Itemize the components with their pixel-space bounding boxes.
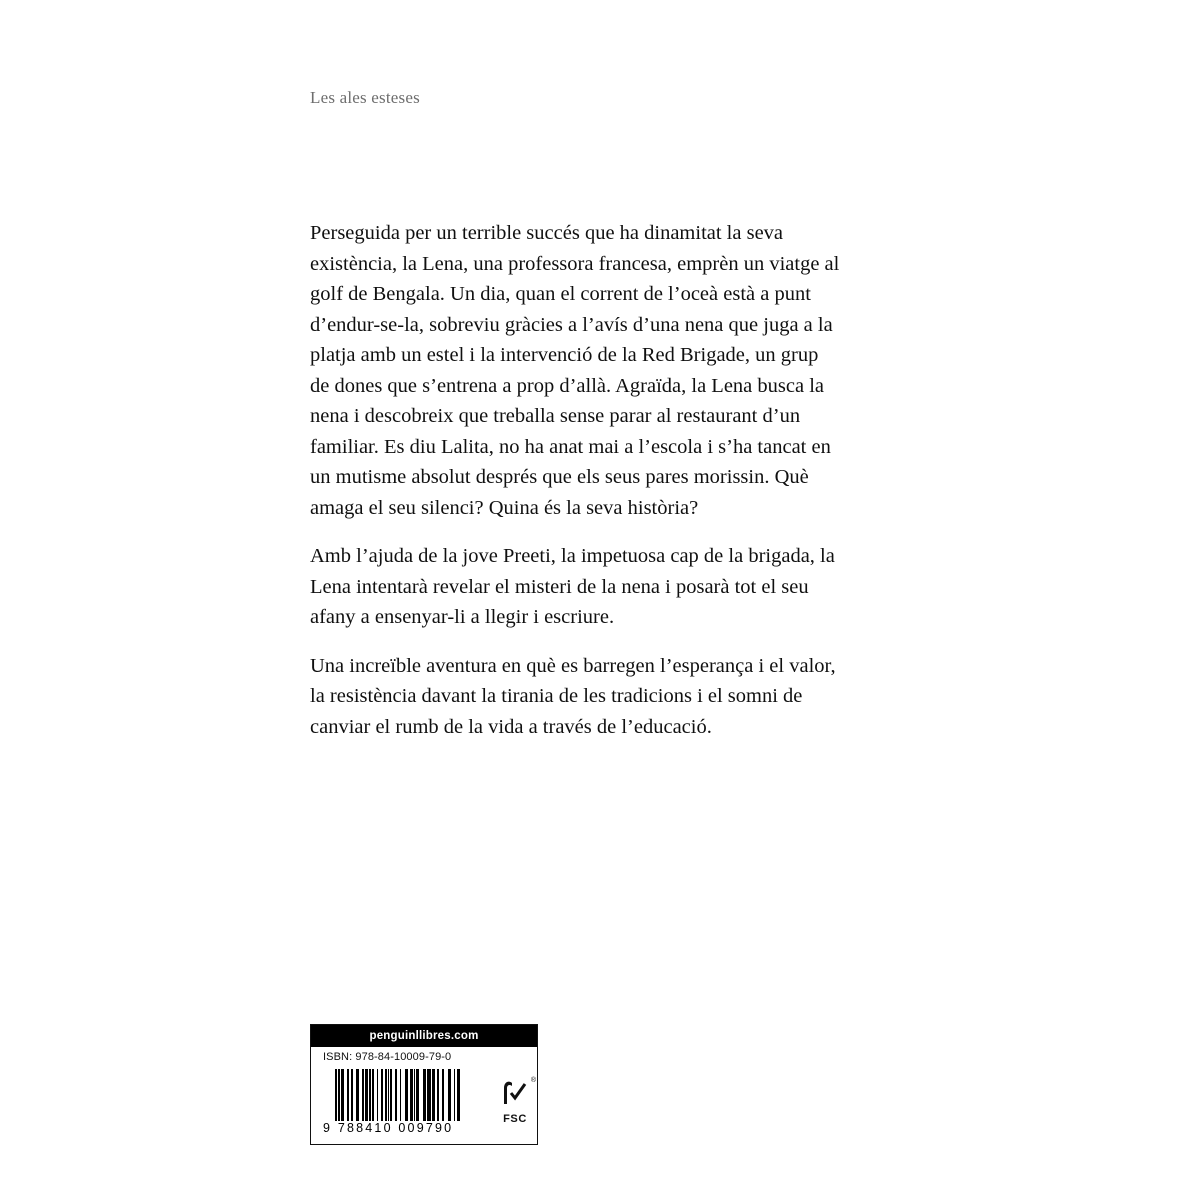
- publisher-website-bar[interactable]: penguinllibres.com: [311, 1025, 537, 1047]
- blurb-paragraph-2: Amb l’ajuda de la jove Preeti, la impetuosa cap de la brigada, la Lena intentarà revelar el misteri de la nena i posarà tot el seu afany a ensenyar-li a llegir i escriure.: [310, 545, 835, 628]
- fsc-logo: [493, 1077, 537, 1135]
- blurb-paragraph-3: Una increïble aventura en què es barregen l’esperança i el valor, la resistència davant la tirania de les tradicions i el somni de canviar el rumb de la vida a través de l’educació.: [310, 654, 836, 738]
- running-title: Les ales esteses: [310, 88, 420, 107]
- barcode-footer-block: [310, 1024, 538, 1145]
- barcode: [323, 1069, 473, 1143]
- registered-mark: ®: [530, 1077, 536, 1084]
- barcode-digits: 9 788410 009790: [323, 1121, 454, 1135]
- barcode-icon: [335, 1069, 461, 1121]
- blurb-text-block: [310, 218, 840, 742]
- blurb-paragraph-1: Perseguida per un terrible succés que ha dinamitat la seva existència, la Lena, una professora francesa, emprèn un viatge al golf de Bengala. Un dia, quan el corrent de l’oceà està a punt d’endur-se-la, sobreviu gràcies a l’avís d’una nena que juga a la platja amb un estel i la intervenció de la Red Brigade, un grup de dones que s’entrena a prop d’allà. Agraïda, la Lena busca la nena i descobreix que treballa sense parar al restaurant d’un familiar. Es diu Lalita, no ha anat mai a l’escola i s’ha tancat en un mutisme absolut després que els seus pares morissin. Què amaga el seu silenci? Quina és la seva història?: [310, 222, 840, 519]
- isbn-label: ISBN: 978-84-10009-79-0: [323, 1051, 452, 1063]
- fsc-tree-checkmark-icon: [498, 1077, 536, 1111]
- fsc-label: FSC: [503, 1113, 527, 1125]
